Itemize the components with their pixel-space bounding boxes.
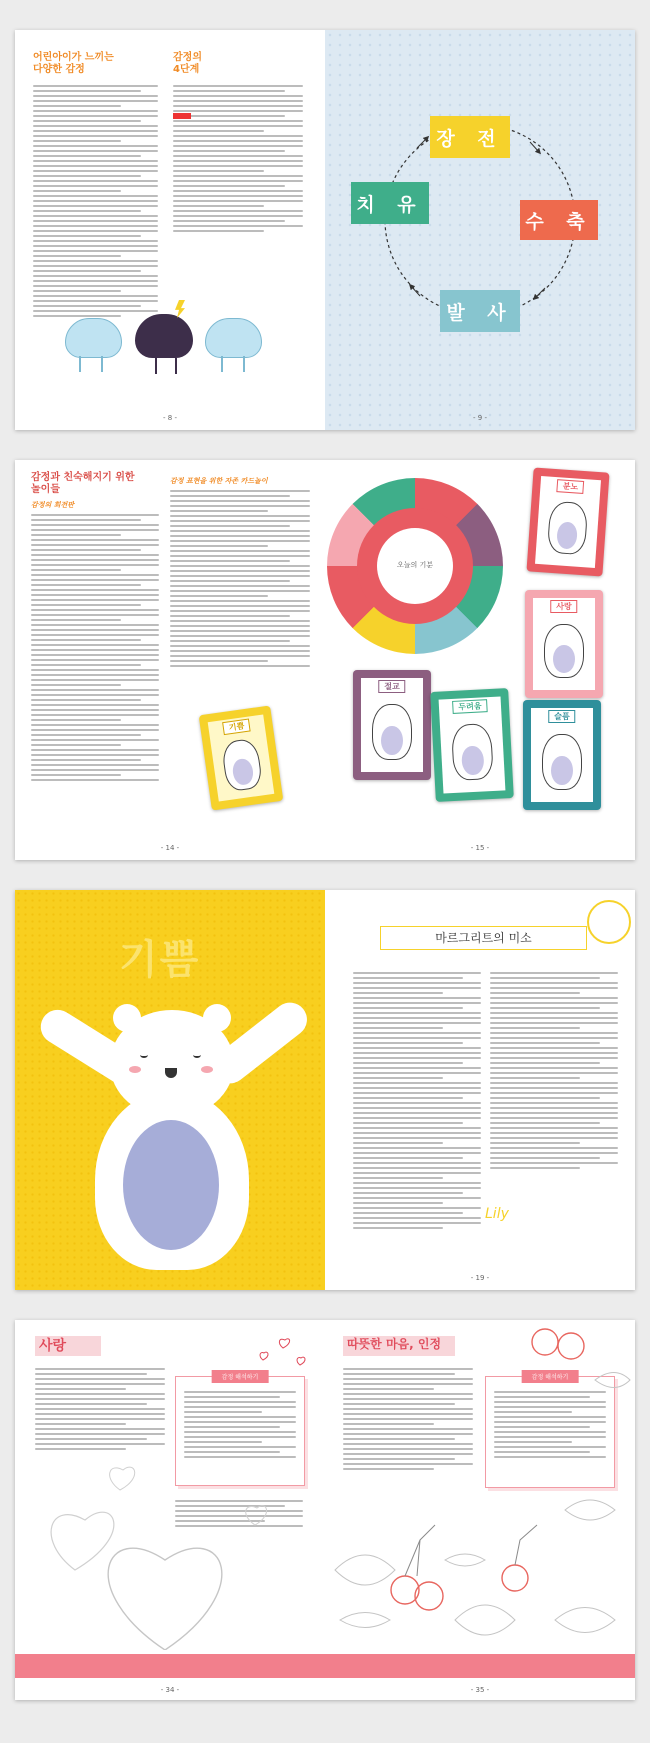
card-label: 분노 <box>556 479 584 494</box>
bear-icon <box>372 704 412 760</box>
card-label: 기쁨 <box>222 718 251 735</box>
chapter-badge-icon <box>587 900 631 944</box>
page-14 <box>15 460 325 860</box>
bear-icon <box>544 624 584 678</box>
page-15 <box>325 460 635 860</box>
body-text-col1 <box>33 85 158 320</box>
bear-icon <box>451 723 494 781</box>
card-label: 사랑 <box>550 600 577 613</box>
footer-band <box>15 1654 325 1678</box>
page-35-heading: 따뜻한 마음, 인정 <box>347 1337 442 1351</box>
emotion-card-shame <box>353 670 431 780</box>
signature-flourish: Lily <box>485 1206 509 1222</box>
card-label: 슬픔 <box>548 710 575 723</box>
emotion-stages-heading: 감정의 4단계 <box>173 52 202 75</box>
body-text-col2 <box>173 85 303 235</box>
stage-box-release: 발 사 <box>440 290 520 332</box>
footer-band <box>325 1654 635 1678</box>
page-9 <box>325 30 635 430</box>
page-18-illustration <box>15 890 325 1290</box>
page-number: - 15 - <box>470 844 490 852</box>
spread-pages-8-9 <box>15 30 635 430</box>
cherry-leaf-illustration <box>325 1320 635 1650</box>
page-34 <box>15 1320 325 1700</box>
body-text-col2 <box>170 490 310 670</box>
heart-outlines-illustration <box>15 1320 325 1650</box>
stage-box-contract: 수 축 <box>520 200 598 240</box>
page-number: - 19 - <box>470 1274 490 1282</box>
bear-icon <box>542 734 582 790</box>
blue-cloud-icon <box>205 318 262 358</box>
page-34-heading: 사랑 <box>39 1338 67 1354</box>
box-title: 감정 해석하기 <box>212 1370 269 1383</box>
stage-box-healing: 치 유 <box>351 182 429 224</box>
column-heading: 감정 표현을 위한 자존 카드놀이 <box>170 477 268 485</box>
blue-cloud-icon <box>65 318 122 358</box>
page-8-heading: 어린아이가 느끼는 다양한 감정 <box>33 52 114 75</box>
cloud-characters-illustration <box>65 300 265 380</box>
emotion-card-anger <box>526 467 609 576</box>
spread-pages-34-35 <box>15 1320 635 1700</box>
spread-pages-18-19 <box>15 890 635 1290</box>
card-label: 두려움 <box>452 699 488 714</box>
emotion-wheel <box>327 478 503 654</box>
emotion-card-fear <box>430 688 514 802</box>
story-title: 마르그리트의 미소 <box>380 926 587 950</box>
page-number: - 9 - <box>473 414 487 422</box>
wheel-center-label: 오늘의 기분 <box>396 561 434 569</box>
dancing-bear-illustration <box>15 990 325 1290</box>
page-14-heading: 감정과 친숙해지기 위한 놀이들 <box>31 472 135 495</box>
page-number: - 35 - <box>470 1686 490 1694</box>
spread-pages-14-15 <box>15 460 635 860</box>
page-number: - 8 - <box>163 414 177 422</box>
bear-icon <box>547 501 589 556</box>
page-number: - 14 - <box>160 844 180 852</box>
page-14-subheading: 감정의 회전판 <box>31 501 75 509</box>
stage-box-charge: 장 전 <box>430 116 510 158</box>
page-number: - 34 - <box>160 1686 180 1694</box>
page-35 <box>325 1320 635 1700</box>
emotion-card-joy <box>199 705 284 810</box>
joy-word: 기쁨 <box>119 937 201 983</box>
emotion-card-sadness <box>523 700 601 810</box>
story-text-col1 <box>353 972 481 1232</box>
card-label: 절교 <box>378 680 405 693</box>
box-title: 감정 해석하기 <box>522 1370 579 1383</box>
page-19 <box>325 890 635 1290</box>
page-8 <box>15 30 325 430</box>
body-text-col1 <box>31 514 159 784</box>
dark-storm-cloud-icon <box>135 314 193 358</box>
emotion-card-love <box>525 590 603 698</box>
story-text-col2 <box>490 972 618 1172</box>
